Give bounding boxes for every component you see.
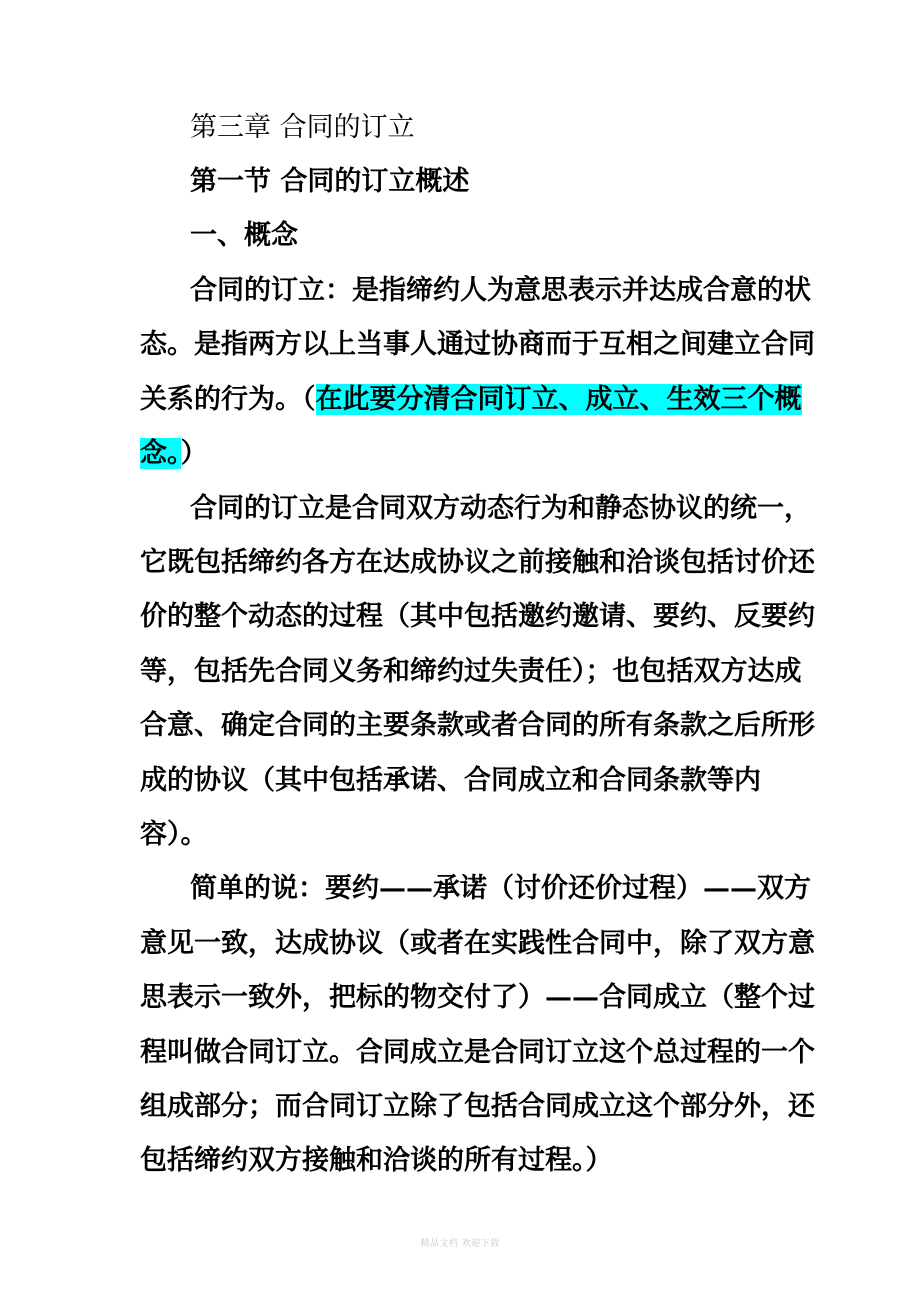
paragraph-line: 等，包括先合同义务和缔约过失责任）；也包括双方达成	[140, 656, 802, 687]
section-title: 第一节 合同的订立概述	[190, 166, 470, 197]
paragraph-line: 合意、确定合同的主要条款或者合同的所有条款之后所形	[140, 710, 815, 741]
highlighted-text: 念。	[140, 438, 181, 469]
paragraph-line: 合同的订立：是指缔约人为意思表示并达成合意的状	[190, 275, 811, 306]
subheading: 一、概念	[190, 220, 298, 251]
paragraph-line: 简单的说：要约——承诺（讨价还价过程）——双方	[190, 873, 811, 904]
paragraph-line: 意见一致，达成协议（或者在实践性合同中，除了双方意	[140, 928, 815, 959]
chapter-title: 第三章 合同的订立	[190, 112, 415, 143]
text-run: ）	[180, 438, 208, 469]
paragraph-line: 价的整个动态的过程（其中包括邀约邀请、要约、反要约	[140, 601, 815, 632]
paragraph-line	[140, 434, 208, 474]
paragraph-line: 包括缔约双方接触和洽谈的所有过程。）	[140, 1145, 613, 1176]
highlighted-text: 在此要分清合同订立、成立、生效三个概	[315, 384, 802, 415]
footer-watermark: 精品文档 欢迎下载	[420, 1239, 500, 1249]
paragraph-line: 它既包括缔约各方在达成协议之前接触和洽谈包括讨价还	[140, 547, 815, 578]
paragraph-line: 思表示一致外，把标的物交付了）——合同成立（整个过	[140, 982, 815, 1013]
paragraph-line: 合同的订立是合同双方动态行为和静态协议的统一，	[190, 493, 811, 524]
paragraph-line: 成的协议（其中包括承诺、合同成立和合同条款等内	[140, 765, 761, 796]
text-run: 关系的行为。（	[140, 384, 316, 415]
paragraph-line: 组成部分；而合同订立除了包括合同成立这个部分外，还	[140, 1091, 815, 1122]
paragraph-line: 态。是指两方以上当事人通过协商而于互相之间建立合同	[140, 329, 815, 360]
paragraph-line	[140, 380, 802, 420]
paragraph-line: 容）。	[140, 819, 208, 850]
paragraph-line: 程叫做合同订立。合同成立是合同订立这个总过程的一个	[140, 1037, 815, 1068]
